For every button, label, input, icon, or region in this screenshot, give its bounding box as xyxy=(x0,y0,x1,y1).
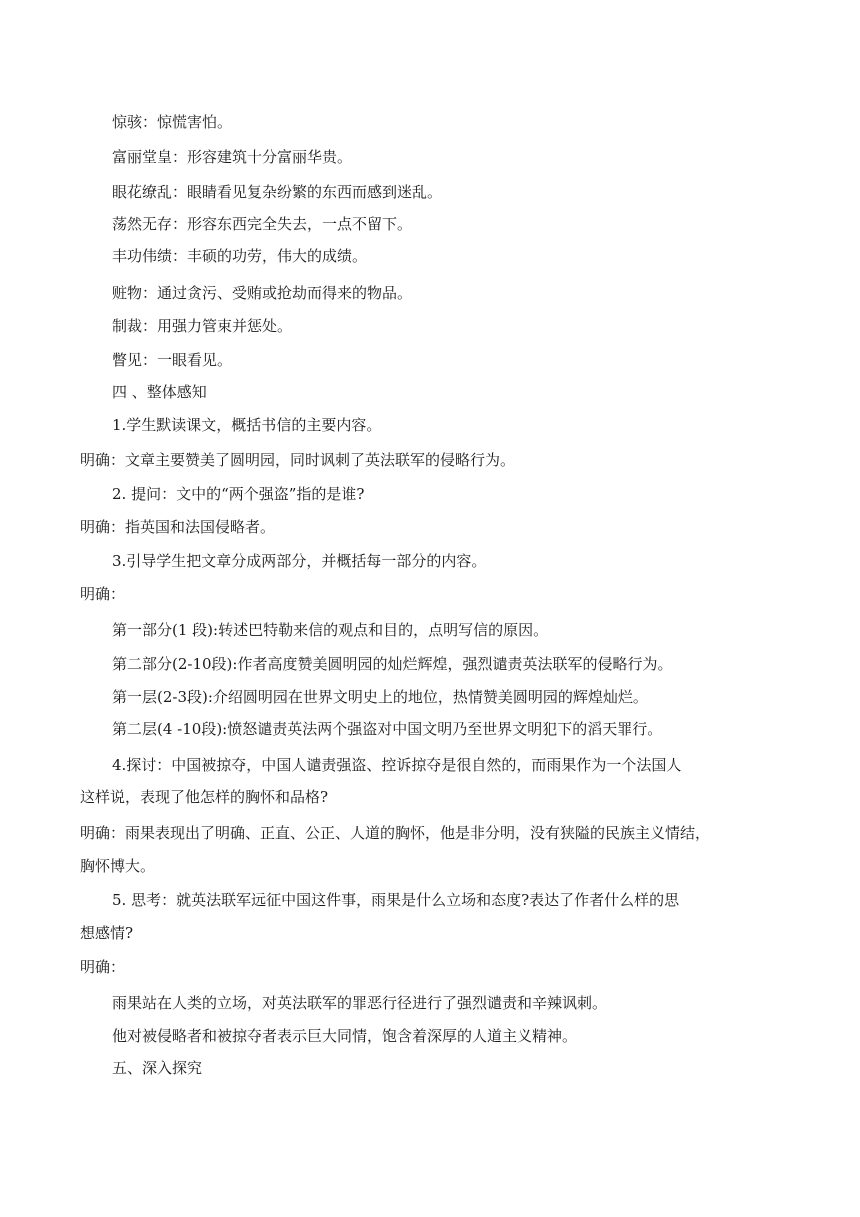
vocab-item: 眼花缭乱：眼睛看见复杂纷繁的东西而感到迷乱。 xyxy=(112,183,443,201)
answer-item: 第二部分(2-10段):作者高度赞美圆明园的灿烂辉煌，强烈谴责英法联军的侵略行为。 xyxy=(112,655,673,673)
section-heading: 四 、整体感知 xyxy=(112,383,207,401)
vocab-item: 荡然无存：形容东西完全失去，一点不留下。 xyxy=(112,215,413,233)
answer: 明确：指英国和法国侵略者。 xyxy=(80,518,276,536)
vocab-item: 丰功伟绩：丰硕的功劳，伟大的成绩。 xyxy=(112,247,368,265)
answer-item: 雨果站在人类的立场，对英法联军的罪恶行径进行了强烈谴责和辛辣讽刺。 xyxy=(112,994,608,1012)
answer: 明确：文章主要赞美了圆明园，同时讽刺了英法联军的侵略行为。 xyxy=(80,451,516,469)
question: 2. 提问：文中的“两个强盗”指的是谁? xyxy=(112,485,365,503)
answer-item: 他对被侵略者和被掠夺者表示巨大同情，饱含着深厚的人道主义精神。 xyxy=(112,1027,578,1045)
vocab-item: 富丽堂皇：形容建筑十分富丽华贵。 xyxy=(112,148,353,166)
question: 1.学生默读课文，概括书信的主要内容。 xyxy=(112,416,382,434)
question: 5. 思考：就英法联军远征中国这件事，雨果是什么立场和态度?表达了作者什么样的思 xyxy=(112,891,680,909)
answer: 明确：雨果表现出了明确、正直、公正、人道的胸怀，他是非分明，没有狭隘的民族主义情结， xyxy=(80,824,711,842)
vocab-item: 惊骇：惊慌害怕。 xyxy=(112,113,233,131)
question-continued: 这样说，表现了他怎样的胸怀和品格? xyxy=(80,788,329,806)
question-continued: 想感情? xyxy=(80,924,134,942)
answer-item: 第二层(4 -10段):愤怒谴责英法两个强盗对中国文明乃至世界文明犯下的滔天罪行。 xyxy=(112,720,663,738)
question: 3.引导学生把文章分成两部分，并概括每一部分的内容。 xyxy=(112,552,487,570)
answer-item: 第一部分(1 段):转述巴特勒来信的观点和目的，点明写信的原因。 xyxy=(112,621,549,639)
vocab-item: 赃物：通过贪污、受贿或抢劫而得来的物品。 xyxy=(112,284,413,302)
answer-label: 明确： xyxy=(80,585,126,603)
vocab-item: 瞥见：一眼看见。 xyxy=(112,351,233,369)
answer-item: 第一层(2-3段):介绍圆明园在世界文明史上的地位，热情赞美圆明园的辉煌灿烂。 xyxy=(112,688,648,706)
answer-continued: 胸怀博大。 xyxy=(80,857,156,875)
answer-label: 明确： xyxy=(80,958,126,976)
section-heading: 五、深入探究 xyxy=(112,1059,203,1077)
question: 4.探讨：中国被掠夺，中国人谴责强盗、控诉掠夺是很自然的，而雨果作为一个法国人 xyxy=(112,756,682,774)
vocab-item: 制裁：用强力管束并惩处。 xyxy=(112,317,293,335)
